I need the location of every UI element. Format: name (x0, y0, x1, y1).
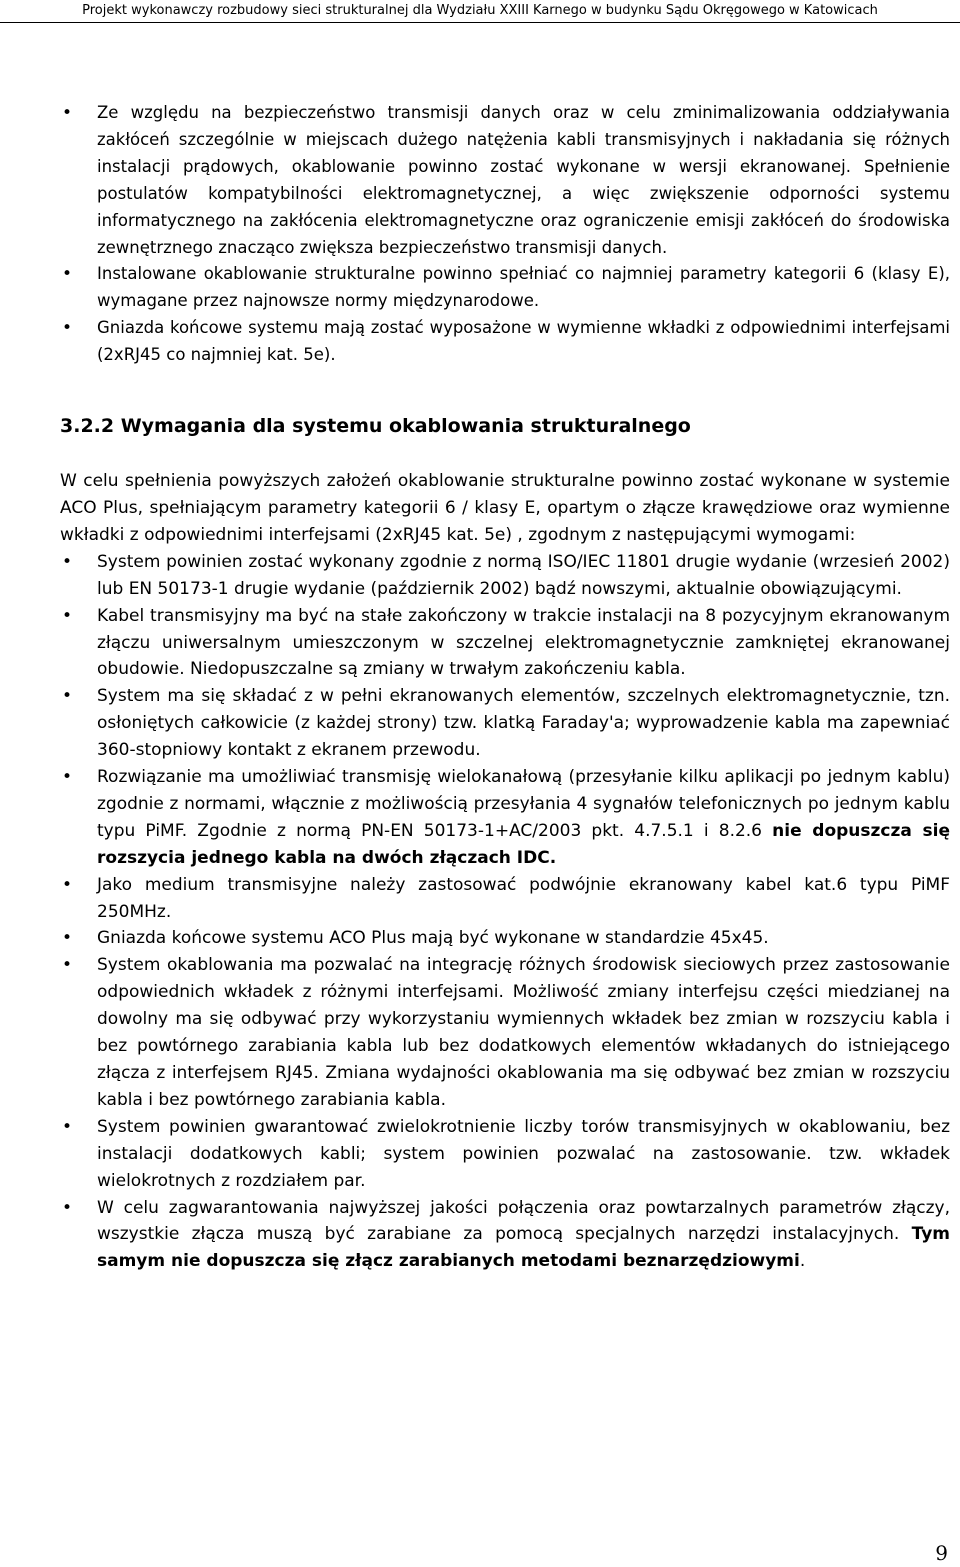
list-item: • Instalowane okablowanie strukturalne powinno spełniać co najmniej parametry kategorii 6 (klasy E), wymagane przez najnowsze normy międzynarodowe. (62, 261, 950, 315)
list-item: • Gniazda końcowe systemu mają zostać wyposażone w wymienne wkładki z odpowiednimi interfejsami (2xRJ45 co najmniej kat. 5e). (62, 315, 950, 369)
list-item: • Kabel transmisyjny ma być na stałe zakończony w trakcie instalacji na 8 pozycyjnym ekranowanym złączu uniwersalnym umieszczonym w szczelnej elektromagnetycznie zamkniętej ekranowanej obudowie. Niedopuszczalne są zmiany w trwałym zakończeniu kabla. (62, 603, 950, 684)
document-body (62, 100, 950, 1275)
requirements-bullet-list (62, 549, 950, 1275)
list-item-text: W celu zagwarantowania najwyższej jakości połączenia oraz powtarzalnych parametrów złączy, wszystkie złącza muszą być zarabiane za pomocą specjalnych narzędzi instalacyjnych. (97, 1197, 950, 1245)
list-item (62, 1195, 950, 1276)
list-item: • Jako medium transmisyjne należy zastosować podwójnie ekranowany kabel kat.6 typu PiMF 250MHz. (62, 872, 950, 926)
page-number: 9 (935, 1541, 948, 1565)
list-item: • System powinien gwarantować zwielokrotnienie liczby torów transmisyjnych w okablowaniu, bez instalacji dodatkowych kabli; system powinien pozwalać na zastosowanie. tzw. wkładek wielokrotnych z rozdziałem par. (62, 1114, 950, 1195)
list-item-text: Rozwiązanie ma umożliwiać transmisję wielokanałową (przesyłanie kilku aplikacji po jednym kablu) zgodnie z normami, włącznie z możliwością przesyłania 4 sygnałów telefonicznych po jednym kablu typu PiMF. Zgodnie z normą PN-EN 50173-1+AC/2003 pkt. 4.7.5.1 i 8.2.6 (97, 767, 950, 841)
intro-bullet-list (62, 100, 950, 369)
list-item: • Gniazda końcowe systemu ACO Plus mają być wykonane w standardzie 45x45. (62, 925, 950, 952)
list-item: • System ma się składać z w pełni ekranowanych elementów, szczelnych elektromagnetycznie, tzn. osłoniętych całkowicie (z każdej strony) tzw. klatką Faraday'a; wyprowadzenie kabla ma zapewniać 360-stopniowy kontakt z ekranem przewodu. (62, 683, 950, 764)
list-item-bold-text: nie dopuszcza się rozszycia jednego kabla na dwóch złączach IDC. (97, 820, 950, 868)
list-item: • System powinien zostać wykonany zgodnie z normą ISO/IEC 11801 drugie wydanie (wrzesień 2002) lub EN 50173-1 drugie wydanie (październik 2002) bądź nowszymi, aktualnie obowiązującymi. (62, 549, 950, 603)
list-item: • System okablowania ma pozwalać na integrację różnych środowisk sieciowych przez zastosowanie odpowiednich wkładek z różnymi interfejsami. Możliwość zmiany interfejsu części miedzianej na dowolny ma się odbywać przy wykorzystaniu wymiennych wkładek bez zmian w rozszyciu kabla i bez powtórnego zarabiania kabla lub bez dodatkowych elementów wkładanych do istniejącego złącza z interfejsem RJ45. Zmiana wydajności okablowania ma się odbywać bez zmian w rozszyciu kabla i bez powtórnego zarabiania kabla. (62, 952, 950, 1113)
section-heading: 3.2.2 Wymagania dla systemu okablowania strukturalnego (60, 415, 691, 438)
page-header: Projekt wykonawczy rozbudowy sieci strukturalnej dla Wydziału XXIII Karnego w budynku Sądu Okręgowego w Katowicach (0, 0, 960, 23)
list-item (62, 764, 950, 872)
list-item-text-end: . (799, 1251, 806, 1272)
list-item: • Ze względu na bezpieczeństwo transmisji danych oraz w celu zminimalizowania oddziaływania zakłóceń szczególnie w miejscach dużego natężenia kabli transmisyjnych i nakładania się różnych instalacji prądowych, okablowanie powinno zostać wykonane w wersji ekranowanej. Spełnienie postulatów kompatybilności elektromagnetycznej, a więc zwiększenie odporności systemu informatycznego na zakłócenia elektromagnetyczne oraz ograniczenie emisji zakłóceń do środowiska zewnętrznego znacząco zwiększa bezpieczeństwo transmisji danych. (62, 100, 950, 261)
list-item-bold-text: Tym samym nie dopuszcza się złącz zarabianych metodami beznarzędziowymi (97, 1224, 950, 1272)
section-intro: W celu spełnienia powyższych założeń okablowanie strukturalne powinno zostać wykonane w systemie ACO Plus, spełniającym parametry kategorii 6 / klasy E, opartym o złącze krawędziowe oraz wymienne wkładki z odpowiednimi interfejsami (2xRJ45 kat. 5e) , zgodnym z następującymi wymogami: (60, 471, 950, 545)
